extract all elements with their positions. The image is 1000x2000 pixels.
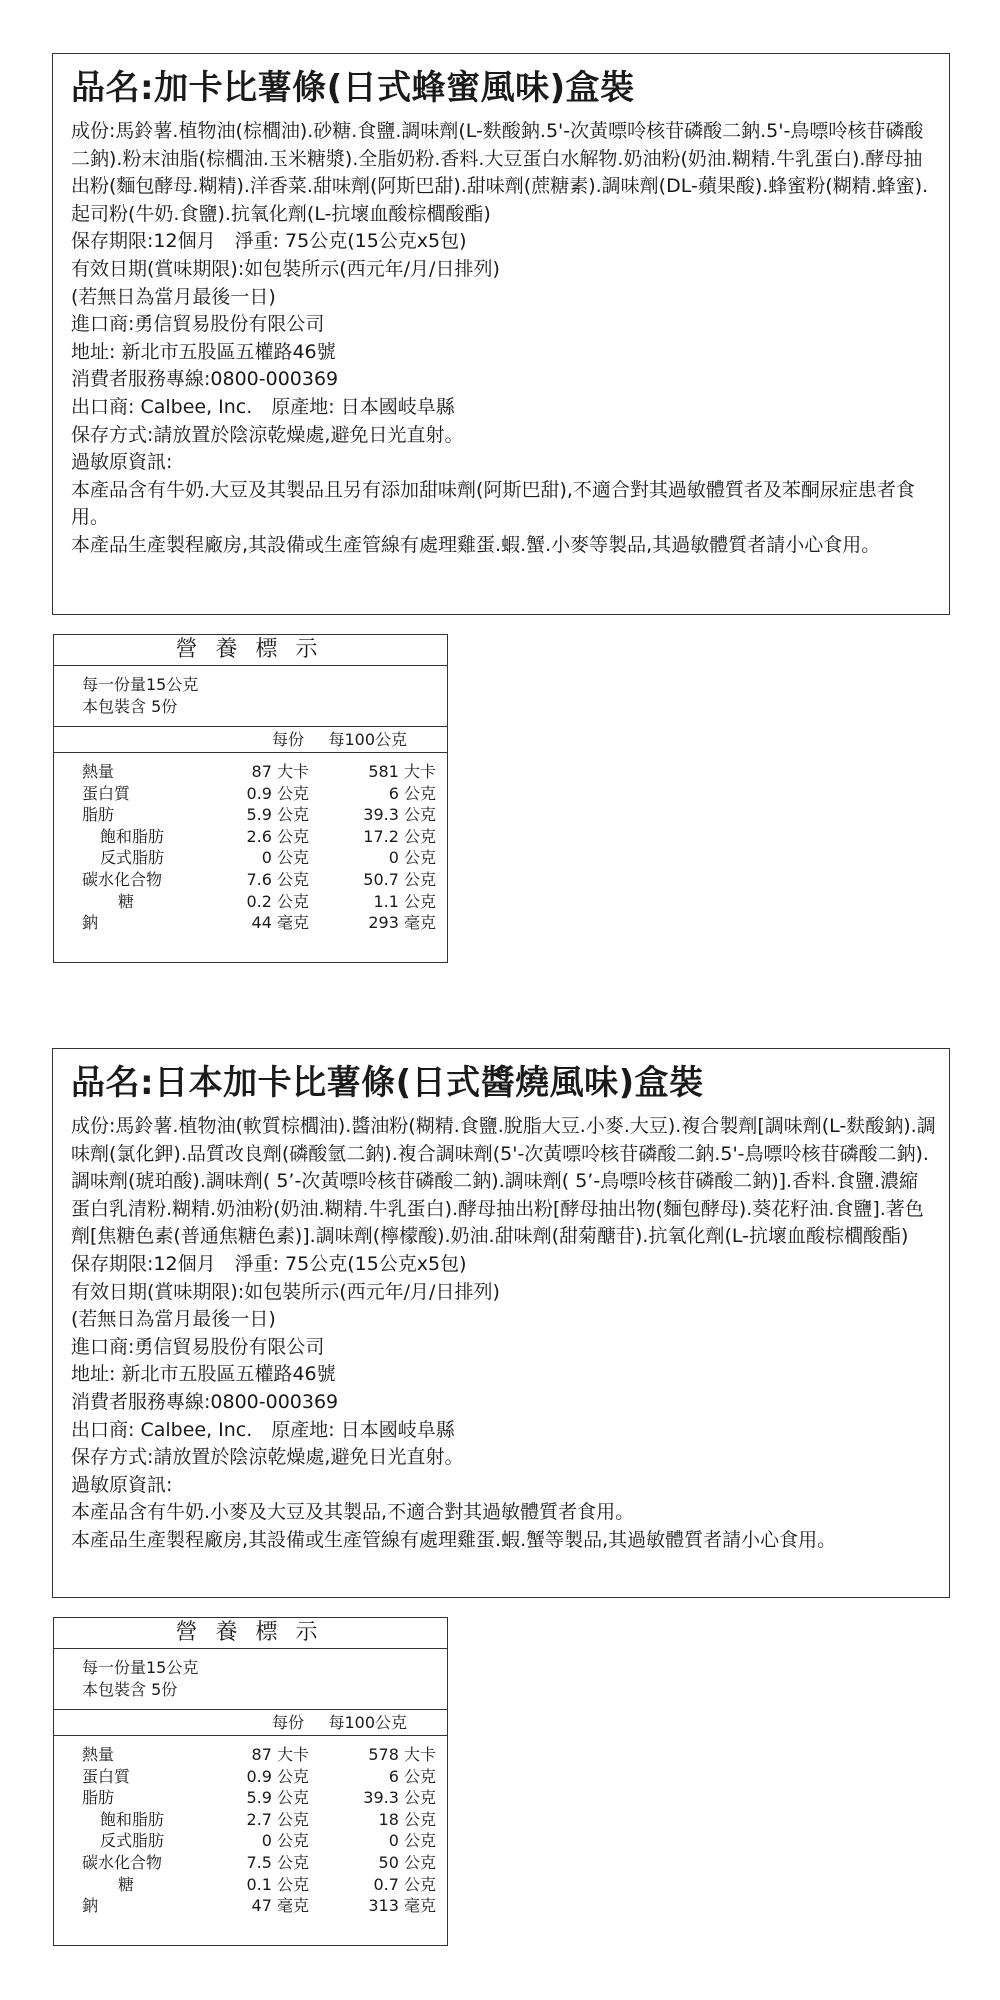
- nutrition-row: [54, 847, 447, 869]
- per-serving-value: 87 大卡: [251, 762, 309, 781]
- exporter-text: 出口商: Calbee, Inc. 原產地: 日本國岐阜縣: [71, 395, 455, 418]
- per-serving-value: 7.6 公克: [246, 869, 309, 889]
- nutrition-rows: [54, 753, 447, 934]
- per-serving-value: 44 毫克: [251, 913, 309, 933]
- nutrition-column-headers: [54, 1710, 447, 1736]
- nutrition-row: [54, 1895, 447, 1917]
- nutrition-row: [54, 869, 447, 891]
- address-text: 地址: 新北市五股區五權路46號: [71, 1363, 336, 1386]
- nutrition-table: [53, 1617, 448, 1946]
- product-info-panel: [52, 53, 950, 615]
- nutrition-row: [54, 1874, 447, 1896]
- serving-size: 每一份量15公克: [82, 1658, 199, 1677]
- nutrition-row: [54, 1852, 447, 1874]
- nutrient-label: 飽和脂肪: [100, 1809, 165, 1829]
- expiry-text: 有效日期(賞味期限):如包裝所示(西元年/月/日排列): [71, 257, 500, 280]
- serving-info: [54, 1649, 447, 1710]
- hotline-text: 消費者服務專線:0800-000369: [71, 368, 339, 391]
- allergen-statement: 本產品生產製程廠房,其設備或生產管線有處理雞蛋.蝦.蟹.小麥等製品,其過敏體質者請小心食用。: [71, 533, 881, 556]
- nutrient-label: 碳水化合物: [82, 1852, 163, 1872]
- per-100g-value: 6 公克: [388, 1766, 436, 1786]
- product-info-panel: [52, 1048, 950, 1598]
- nutrition-heading: 營養標示: [54, 1618, 447, 1649]
- col-per-serving: 每份: [271, 730, 304, 749]
- nutrition-row: [54, 826, 447, 848]
- per-serving-value: 5.9 公克: [246, 805, 309, 825]
- nutrient-label: 反式脂肪: [100, 848, 165, 868]
- per-100g-value: 18 公克: [378, 1809, 436, 1829]
- nutrient-label: 熱量: [82, 1745, 115, 1764]
- per-100g-value: 50.7 公克: [363, 869, 436, 889]
- allergen-statement: 本產品生產製程廠房,其設備或生產管線有處理雞蛋.蝦.蟹等製品,其過敏體質者請小心食用。: [71, 1528, 837, 1551]
- expiry-text: 有效日期(賞味期限):如包裝所示(西元年/月/日排列): [71, 1280, 500, 1303]
- col-per-serving: 每份: [271, 1713, 304, 1732]
- per-serving-value: 47 毫克: [251, 1896, 309, 1916]
- ingredients-text: 成份:馬鈴薯.植物油(棕櫚油).砂糖.食鹽.調味劑(L-麩酸鈉.5'-次黃嘌呤核苷磷酸二鈉.5'-鳥嘌呤核苷磷酸二鈉).粉末油脂(棕櫚油.玉米糖漿).全脂奶粉.香料.大豆蛋白水解物.奶油粉(奶油.糊精.牛乳蛋白).酵母抽出粉(麵包酵母.糊精).洋香菜.甜味劑(阿斯巴甜).甜味劑(蔗糖素).調味劑(DL-蘋果酸).蜂蜜粉(糊精.蜂蜜).起司粉(牛奶.食鹽).抗氧化劑(L-抗壞血酸棕櫚酸酯): [71, 120, 929, 225]
- nutrient-label: 糖: [118, 1874, 135, 1894]
- per-100g-value: 0 公克: [388, 848, 436, 868]
- nutrient-label: 蛋白質: [82, 783, 131, 803]
- nutrition-row: [54, 804, 447, 826]
- hotline-text: 消費者服務專線:0800-000369: [71, 1390, 339, 1413]
- per-100g-value: 0 公克: [388, 1831, 436, 1851]
- per-serving-value: 5.9 公克: [246, 1788, 309, 1808]
- nutrient-label: 鈉: [82, 1896, 99, 1916]
- storage-text: 保存方式:請放置於陰涼乾燥處,避免日光直射。: [71, 1446, 464, 1469]
- nutrition-column-headers: [54, 727, 447, 753]
- serving-info: [54, 666, 447, 727]
- expiry-note: (若無日為當月最後一日): [71, 285, 276, 308]
- nutrition-rows: [54, 1736, 447, 1917]
- nutrient-label: 脂肪: [82, 805, 115, 825]
- per-serving-value: 0.9 公克: [246, 783, 309, 803]
- allergen-statement: 本產品含有牛奶.大豆及其製品且另有添加甜味劑(阿斯巴甜),不適合對其過敏體質者及苯酮尿症患者食用。: [71, 478, 915, 529]
- allergen-title: 過敏原資訊:: [71, 451, 173, 474]
- expiry-note: (若無日為當月最後一日): [71, 1308, 276, 1331]
- nutrition-row: [54, 912, 447, 934]
- per-100g-value: 1.1 公克: [373, 891, 436, 911]
- per-serving-value: 2.6 公克: [246, 826, 309, 846]
- per-serving-value: 2.7 公克: [246, 1809, 309, 1829]
- per-serving-value: 87 大卡: [251, 1745, 309, 1764]
- per-serving-value: 0 公克: [261, 848, 309, 868]
- serving-size: 每一份量15公克: [82, 675, 199, 694]
- nutrient-label: 熱量: [82, 762, 115, 781]
- nutrition-row: [54, 1787, 447, 1809]
- nutrient-label: 反式脂肪: [100, 1831, 165, 1851]
- per-100g-value: 6 公克: [388, 783, 436, 803]
- nutrition-row: [54, 783, 447, 805]
- importer-text: 進口商:勇信貿易股份有限公司: [71, 1335, 325, 1358]
- nutrient-label: 飽和脂肪: [100, 826, 165, 846]
- product-title: 品名:日本加卡比薯條(日式醬燒風味)盒裝: [71, 1063, 704, 1103]
- per-serving-value: 0 公克: [261, 1831, 309, 1851]
- per-100g-value: 17.2 公克: [363, 826, 436, 846]
- nutrition-row: [54, 891, 447, 913]
- shelf-life-text: 保存期限:12個月 淨重: 75公克(15公克x5包): [71, 1252, 467, 1275]
- per-100g-value: 39.3 公克: [363, 1788, 436, 1808]
- allergen-statement: 本產品含有牛奶.小麥及大豆及其製品,不適合對其過敏體質者食用。: [71, 1501, 635, 1524]
- nutrition-row: [54, 1766, 447, 1788]
- nutrition-row: [54, 1830, 447, 1852]
- nutrient-label: 蛋白質: [82, 1766, 131, 1786]
- nutrition-row: [54, 1809, 447, 1831]
- per-100g-value: 293 毫克: [368, 913, 436, 933]
- address-text: 地址: 新北市五股區五權路46號: [71, 340, 336, 363]
- nutrient-label: 碳水化合物: [82, 869, 163, 889]
- nutrition-heading: 營養標示: [54, 635, 447, 666]
- nutrient-label: 糖: [118, 891, 135, 911]
- servings-per-pack: 本包裝含 5份: [82, 1680, 178, 1699]
- storage-text: 保存方式:請放置於陰涼乾燥處,避免日光直射。: [71, 423, 464, 446]
- ingredients-text: 成份:馬鈴薯.植物油(軟質棕櫚油).醬油粉(糊精.食鹽.脫脂大豆.小麥.大豆).複合製劑[調味劑(L-麩酸鈉).調味劑(氯化鉀).品質改良劑(磷酸氫二鈉).複合調味劑(5'-次黃嘌呤核苷磷酸二鈉.5'-鳥嘌呤核苷磷酸二鈉).調味劑(琥珀酸).調味劑( 5’-次黃嘌呤核苷磷酸二鈉).調味劑( 5’-鳥嘌呤核苷磷酸二鈉)].香料.食鹽.濃縮蛋白乳清粉.糊精.奶油粉(奶油.糊精.牛乳蛋白).酵母抽出粉[酵母抽出物(麵包酵母).葵花籽油.食鹽].著色劑[焦糖色素(普通焦糖色素)].調味劑(檸檬酸).奶油.甜味劑(甜菊醣苷).抗氧化劑(L-抗壞血酸棕櫚酸酯): [71, 1115, 936, 1248]
- allergen-title: 過敏原資訊:: [71, 1473, 173, 1496]
- per-100g-value: 39.3 公克: [363, 805, 436, 825]
- per-100g-value: 50 公克: [378, 1852, 436, 1872]
- per-100g-value: 313 毫克: [368, 1896, 436, 1916]
- per-100g-value: 581 大卡: [368, 762, 436, 781]
- per-100g-value: 578 大卡: [368, 1745, 436, 1764]
- nutrition-table: [53, 634, 448, 963]
- per-100g-value: 0.7 公克: [373, 1874, 436, 1894]
- col-per-100g: 每100公克: [328, 730, 407, 749]
- importer-text: 進口商:勇信貿易股份有限公司: [71, 313, 325, 336]
- exporter-text: 出口商: Calbee, Inc. 原產地: 日本國岐阜縣: [71, 1418, 455, 1441]
- per-serving-value: 7.5 公克: [246, 1852, 309, 1872]
- nutrient-label: 脂肪: [82, 1788, 115, 1808]
- per-serving-value: 0.2 公克: [246, 891, 309, 911]
- product-title: 品名:加卡比薯條(日式蜂蜜風味)盒裝: [71, 68, 635, 108]
- servings-per-pack: 本包裝含 5份: [82, 697, 178, 716]
- col-per-100g: 每100公克: [328, 1713, 407, 1732]
- per-serving-value: 0.1 公克: [246, 1874, 309, 1894]
- nutrient-label: 鈉: [82, 913, 99, 933]
- shelf-life-text: 保存期限:12個月 淨重: 75公克(15公克x5包): [71, 230, 467, 253]
- nutrition-row: [54, 1744, 447, 1766]
- per-serving-value: 0.9 公克: [246, 1766, 309, 1786]
- nutrition-row: [54, 761, 447, 783]
